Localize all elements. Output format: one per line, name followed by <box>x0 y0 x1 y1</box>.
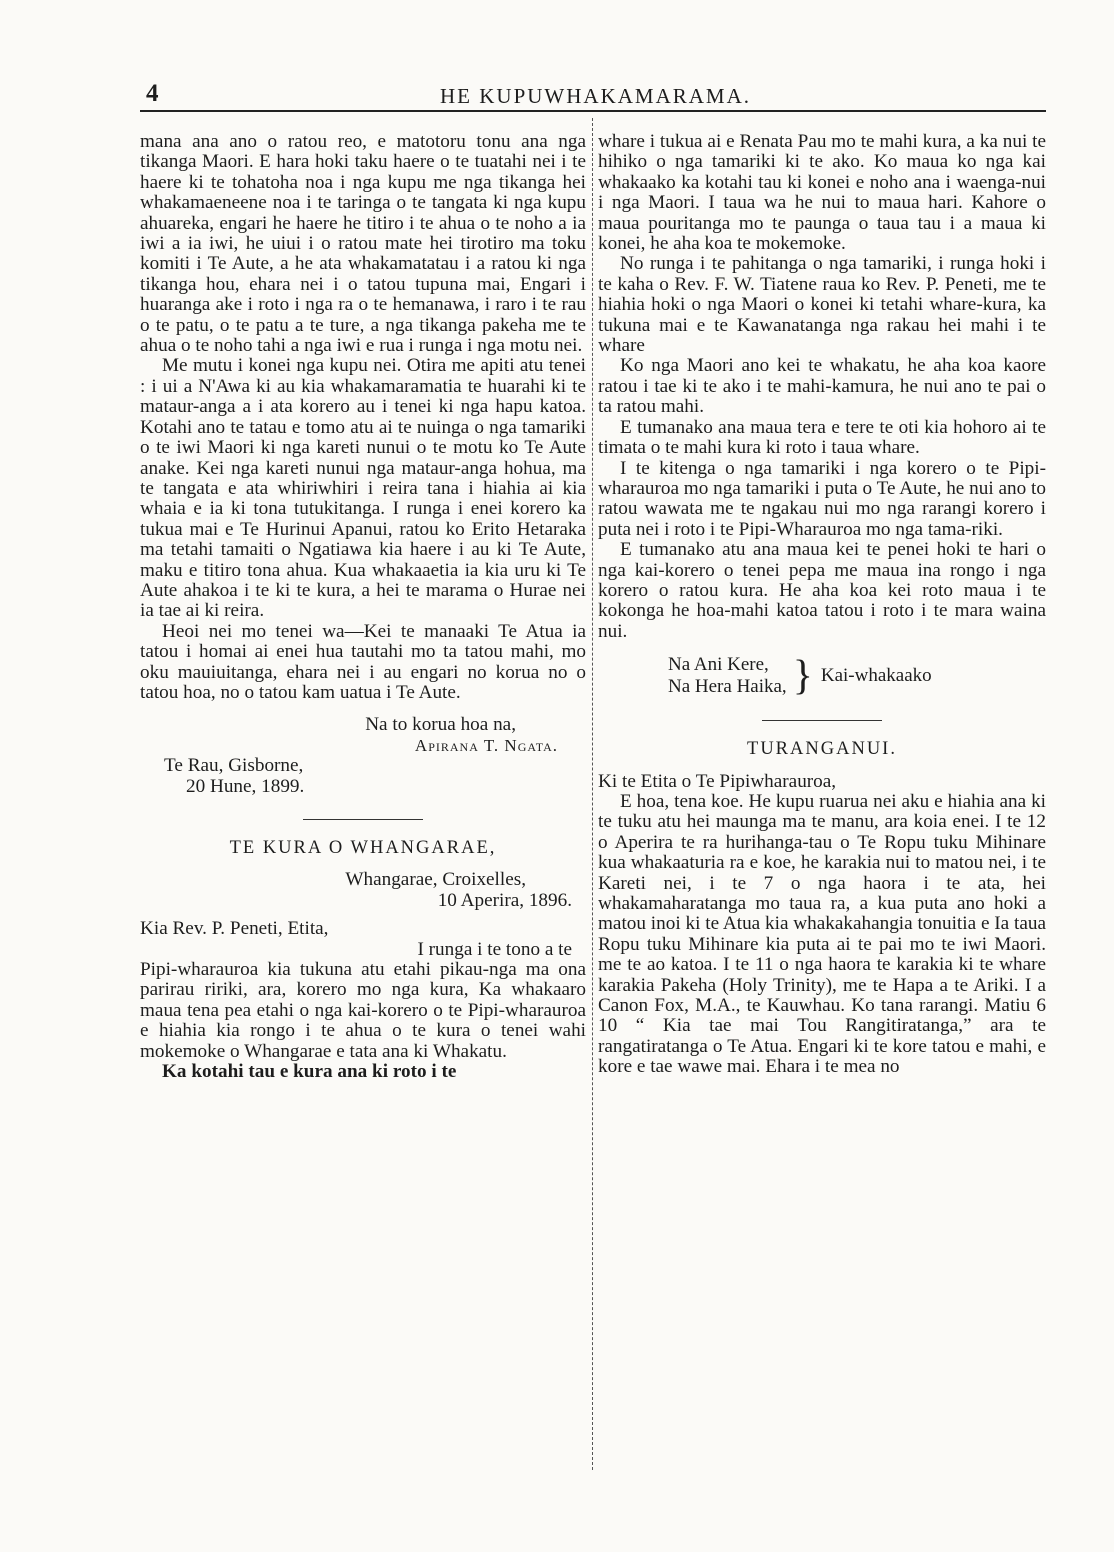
left-paragraph-2: Me mutu i konei nga kupu nei. Otira me apiti atu tenei : i ui a N'Awa ki au kia whakamaramatia te huarahi ki te mataur-anga a i ata korero au i tenei ki nga hapu katoa. Kotahi ano te tatau e tomo atu ai te nuinga o nga tamariki o te iwi Maori ki nga kareti nunui o te motu ko Te Aute anake. Kei nga kareti nunui nga mataur-anga hohua, ma te tangata e ata whiriwhiri i reira tana i hiahia ai kia whaia e ia ki tona tutukitanga. I runga i enei korero ka tukua mai e Te Hurinui Apanui, ratou ko Erito Hetaraka ma tetahi tamaiti o Ngatiawa kia haere i au ki Te Aute, maku e titiro tona ahua. Kua whakaaetia ia kia uru ki Te Aute ahakoa i te ki te kura, a hei te marama o Hurae nei ia tae ai ki reira. <box>140 355 586 622</box>
right-paragraph-3: Ko nga Maori ano kei te whakatu, he aha koa kaore ratou i tae ki te ako i te mahi-kamura, he nui ano te pai o ta ratou mahi. <box>598 355 1046 418</box>
right-paragraph-6: E tumanako atu ana maua kei te penei hoki te hari o nga kai-korero o tenei pepa me maua ina rongo i nga korero o ratou kura. He aha koa kei roto maua i te kokonga he hoa-mahi katoa tatou i roto i te mara waina nui. <box>598 539 1046 642</box>
section-title-whangarae: TE KURA O WHANGARAE, <box>229 838 497 858</box>
right-paragraph-5: I te kitenga o nga tamariki i nga korero o te Pipi-wharauroa mo nga tamariki i puta o Te Aute, he nui ano to ratou wawata me te ngakau nui mo nga rarangi korero i puta nei i roto i te Pipi-Wharauroa mo nga tama-riki. <box>598 457 1046 540</box>
signature-place: Te Rau, Gisborne, <box>164 755 304 777</box>
signature-name: Apirana T. Ngata. <box>414 735 558 755</box>
page-header <box>140 80 1046 112</box>
signer-role: Kai-whakaako <box>820 665 932 687</box>
location-date: 10 Aperira, 1896. <box>437 889 572 911</box>
signer-name: Na Hera Haika, <box>668 676 787 698</box>
left-paragraph-1: mana ana ano o ratou reo, e matotoru tonu ana nga tikanga Maori. E hara hoki taku haere o te tuatahi nei i te haere ki te tohatoha noa i nga kupu me nga tikanga hei whakamaeneene noa i te taringa o te tangata ki nga kupu ahuareka, engari he haere he titiro i te ahua o te noho a ia iwi a ia iwi, he uiui i o ratou mate hei tirotiro ma toku komiti i Te Aute, a he ata whakamatatau i a ratou ki nga tikanga hou, ehara nei i o tatou tupuna mai, Engari i huaranga ake i roto i nga ra o te hemanawa, i raro i te rau o te patu, o te patu a te ture, a nga tikanga pakeha me te ahua o te noho tahi a nga iwi e rua i runga i nga motu nei. <box>140 131 586 357</box>
closing-line: Na to korua hoa na, <box>365 714 516 736</box>
signer-name: Na Ani Kere, <box>668 654 769 676</box>
left-paragraph-3: Heoi nei mo tenei wa—Kei te manaaki Te Atua ia tatou i homai ai enei hua tautahi mo ta tatou mahi, mo oku mauiuitanga, ehara nei i au engari no korua no o tatou hoa, no o tatou kam uatua i Te Aute. <box>140 620 586 703</box>
page-number: 4 <box>146 80 159 107</box>
left-paragraph-4: Pipi-wharauroa kia tukuna atu etahi pikau-nga ma ona parirau ririki, ara, korero mo nga kura, Ka whakaaro maua tena pea etahi o nga kai-korero o te Pipi-wharauroa e hiahia kia rongo i te ahua o te kura o tenei wahi mokemoke o Whangarae e tata ana ki Whakatu. <box>140 959 586 1062</box>
right-paragraph-2: No runga i te pahitanga o nga tamariki, i runga hoki i te kaha o Rev. F. W. Tiatene raua ko Rev. P. Peneti, me te hiahia hoki o nga Maori o konei ki tetahi whare-kura, ka tukuna mai e te Kawanatanga nga rakau hei mahi i te whare <box>598 253 1046 357</box>
section-title-turanganui: TURANGANUI. <box>747 739 897 760</box>
section-rule <box>762 720 882 721</box>
teachers-signature <box>668 654 1046 698</box>
right-paragraph-4: E tumanako ana maua tera e tere te oti kia hohoro ai te timata o te mahi kura ki roto i taua whare. <box>598 416 1046 459</box>
header-rule <box>140 110 1046 112</box>
right-column <box>598 132 1046 1078</box>
section-rule <box>303 819 423 820</box>
right-salutation: Ki te Etita o Te Pipiwharauroa, <box>598 770 837 792</box>
signature-date: 20 Hune, 1899. <box>186 775 305 797</box>
right-paragraph-7: E hoa, tena koe. He kupu ruarua nei aku e hiahia ana ki te tuku atu hei maunga ma te manu, ara koia enei. I te 12 o Aperira te ra hurihanga-tau o Te Ropu tuku Mihinare kua whakaaturia ra e koe, he karakia nui to matou nei, i te Kareti nei, i te 7 o nga haora i te ata, hei whakamaharatanga mo taua ra, a kua puta ano hoki a matou inoi ki te Atua kia whakakahangia tonuitia e Ia taua Ropu tuku Mihinare kia puta ai te pai mo te iwi Maori. me te ao katoa. I te 11 o nga haora te karakia ki te whare karakia Pakeha (Holy Trinity), me te Hapa a te Ariki. I a Canon Fox, M.A., te Kauwhau. Ko tana rarangi. Matiu 6 10 “ Kia tae mai Tou Rangitiratanga,” ara te rangatiratanga o Te Atua. Engari ki te kore tatou e mahi, e kore e tae wawe mai. Ehara i te mea no <box>598 790 1046 1078</box>
column-divider <box>592 118 593 1470</box>
letter-salutation: Kia Rev. P. Peneti, Etita, <box>140 918 329 940</box>
left-column <box>140 132 586 1082</box>
letter-opening: I runga i te tono a te <box>417 938 572 960</box>
running-title: HE KUPUWHAKAMARAMA. <box>440 84 751 108</box>
location-line: Whangarae, Croixelles, <box>345 869 526 891</box>
left-paragraph-5: Ka kotahi tau e kura ana ki roto i te <box>162 1061 457 1083</box>
right-paragraph-1: whare i tukua ai e Renata Pau mo te mahi kura, a ka nui te hihiko o nga tamariki ki te ako. Ko maua ko nga kai whakaako ka kotahi tau ki konei e noho ana i waenga-nui i nga Maori. I taua wa he nui to maua hari. Kahore o maua pouritanga mo te paunga o taua tau i a maua ki konei, he aha koa te mokemoke. <box>598 131 1046 255</box>
brace-glyph: } <box>792 653 813 700</box>
letter-signature-block <box>140 715 586 797</box>
